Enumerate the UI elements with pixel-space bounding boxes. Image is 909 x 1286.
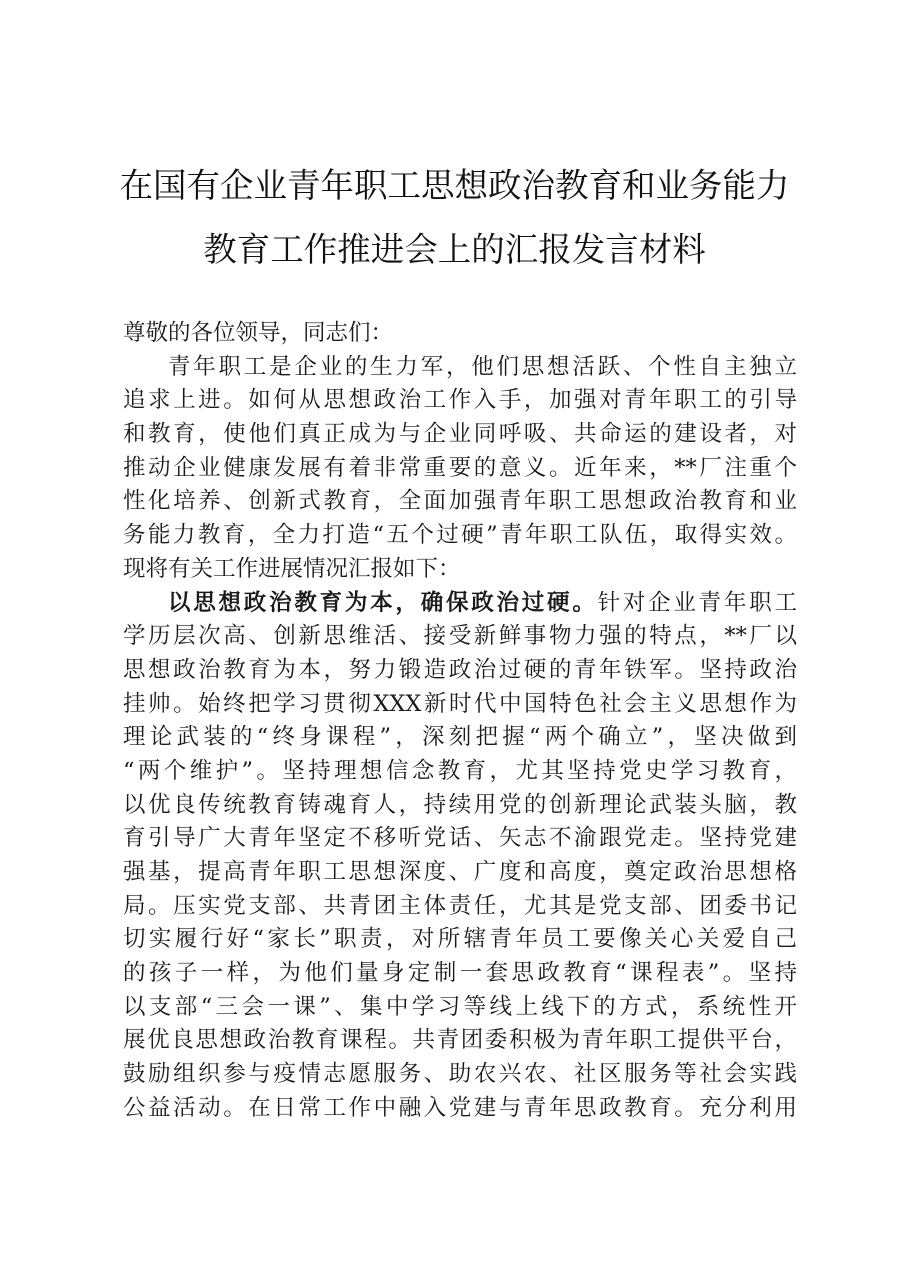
paragraph-line: 挂帅。始终把学习贯彻XXX新时代中国特色社会主义思想作为 (123, 690, 797, 717)
paragraph-line: 青年职工是企业的生力军，他们思想活跃、个性自主独立 (168, 353, 797, 380)
section-heading: 以思想政治教育为本，确保政治过硬。 (168, 589, 598, 616)
paragraph-line: 育引导广大青年坚定不移听党话、矢志不渝跟党走。坚持党建 (123, 825, 797, 852)
paragraph-line: 思想政治教育为本，努力锻造政治过硬的青年铁军。坚持政治 (123, 656, 797, 683)
paragraph-intro (123, 351, 797, 587)
paragraph-line: 强基，提高青年职工思想深度、广度和高度，奠定政治思想格 (123, 859, 797, 885)
paragraph-line: 局。压实党支部、共青团主体责任，尤其是党支部、团委书记 (123, 892, 797, 919)
paragraph-line: 和教育，使他们真正成为与企业同呼吸、共命运的建设者，对 (123, 421, 797, 448)
paragraph-line: 以优良传统教育铸魂育人，持续用党的创新理论武装头脑，教 (123, 791, 797, 818)
paragraph-line: 追求上进。如何从思想政治工作入手，加强对青年职工的引导 (123, 387, 797, 414)
paragraph-line: 以支部“三会一课”、集中学习等线上线下的方式，系统性开 (123, 993, 797, 1020)
paragraph-line: “两个维护”。坚持理想信念教育，尤其坚持党史学习教育， (123, 757, 797, 784)
paragraph-line: 性化培养、创新式教育，全面加强青年职工思想政治教育和业 (123, 488, 797, 515)
paragraph-line: 展优良思想政治教育课程。共青团委积极为青年职工提供平台， (123, 1027, 797, 1054)
salutation: 尊敬的各位领导，同志们： (123, 320, 394, 346)
document-title-line-1: 在国有企业青年职工思想政治教育和业务能力 (119, 166, 790, 205)
paragraph-line: 推动企业健康发展有着非常重要的意义。近年来，**厂注重个 (123, 454, 797, 481)
paragraph-line: 鼓励组织参与疫情志愿服务、助农兴农、社区服务等社会实践 (123, 1061, 797, 1088)
paragraph-line: 务能力教育，全力打造“五个过硬”青年职工队伍，取得实效。 (123, 522, 797, 549)
paragraph-line: 学历层次高、创新思维活、接受新鲜事物力强的特点，**厂以 (123, 623, 797, 650)
section-first-line (123, 587, 797, 621)
paragraph-line: 公益活动。在日常工作中融入党建与青年思政教育。充分利用 (123, 1094, 797, 1121)
paragraph-line: 的孩子一样，为他们量身定制一套思政教育“课程表”。坚持 (123, 960, 797, 987)
section-first-line-text: 针对企业青年职工 (597, 589, 797, 616)
paragraph-line: 理论武装的“终身课程”，深刻把握“两个确立”，坚决做到 (123, 724, 797, 751)
document-title-line-2: 教育工作推进会上的汇报发言材料 (203, 230, 706, 269)
paragraph-line: 切实履行好“家长”职责，对所辖青年员工要像关心关爱自己 (123, 926, 797, 953)
paragraph-line: 现将有关工作进展情况汇报如下： (123, 555, 461, 582)
paragraph-section-1 (123, 587, 797, 1126)
document-body (123, 317, 797, 1126)
